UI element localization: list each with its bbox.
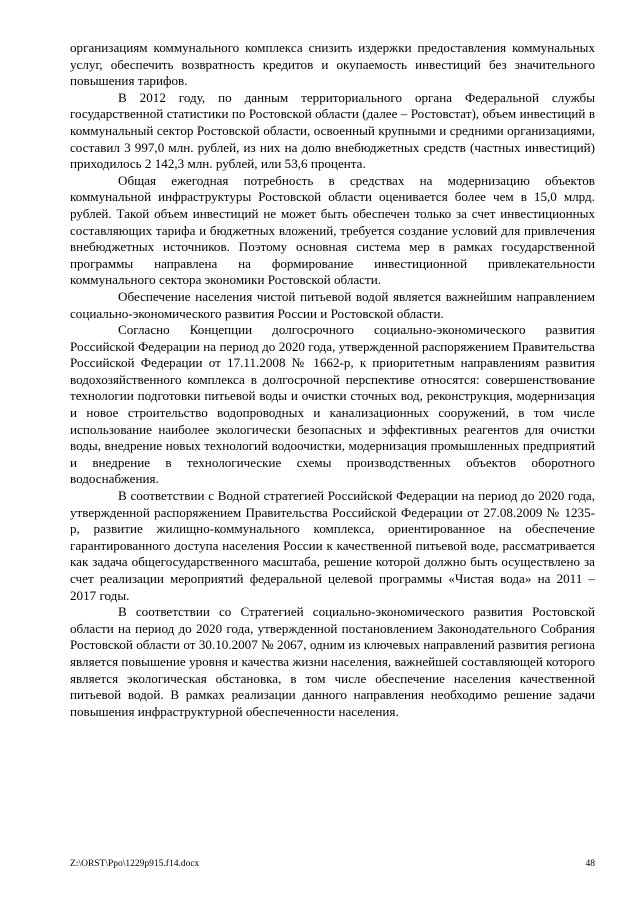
paragraph: Согласно Концепции долгосрочного социально-экономического развития Российской Федерации на период до 2020 года, утвержденной распоряжением Правительства Российской Федерации от 17.11.2008 № 1662-р, к приоритетным направлениям развития водохозяйственного комплекса в долгосрочной перспективе относятся: совершенствование технологии подготовки питьевой воды и очистки сточных вод, реконструкция, модернизация и новое строительство водопроводных и канализационных сооружений, в том числе использование наиболее экологически безопасных и эффективных реагентов для очистки воды, внедрение новых технологий водоочистки, модернизация промышленных предприятий и внедрение в технологические схемы производственных объектов оборотного водоснабжения. — [70, 322, 595, 487]
file-path: Z:\ORST\Ppo\1229p915.f14.docx — [70, 859, 200, 869]
paragraph: организациям коммунального комплекса снизить издержки предоставления коммунальных услуг, обеспечить возвратность кредитов и окупаемость инвестиций без значительного повышения тарифов. — [70, 40, 595, 89]
body-text — [70, 40, 595, 720]
page-number: 48 — [585, 859, 595, 869]
paragraph: В 2012 году, по данным территориального органа Федеральной службы государственной статистики по Ростовской области (далее – Ростовстат), объем инвестиций в коммунальный сектор Ростовской области, освоенный крупными и средними организациями, составил 3 997,0 млн. рублей, из них на долю внебюджетных средств (частных инвестиций) приходилось 2 142,3 млн. рублей, или 53,6 процента. — [70, 89, 595, 172]
paragraph: В соответствии со Стратегией социально-экономического развития Ростовской области на период до 2020 года, утвержденной постановлением Законодательного Собрания Ростовской области от 30.10.2007 № 2067, одним из ключевых направлений развития региона является повышение уровня и качества жизни населения, важнейшей составляющей которого является экологическая обстановка, в том числе обеспечение населения качественной питьевой водой. В рамках реализации данного направления необходимо решение задачи повышения инфраструктурной обеспеченности населения. — [70, 604, 595, 719]
paragraph: В соответствии с Водной стратегией Российской Федерации на период до 2020 года, утвержденной распоряжением Правительства Российской Федерации от 27.08.2009 № 1235-р, развитие жилищно-коммунального комплекса, ориентированное на обеспечение гарантированного доступа населения России к качественной питьевой воде, рассматривается как задача общегосударственного масштаба, решение которой должно быть осуществлено за счет реализации мероприятий федеральной целевой программы «Чистая вода» на 2011 – 2017 годы. — [70, 488, 595, 603]
paragraph: Общая ежегодная потребность в средствах на модернизацию объектов коммунальной инфраструктуры Ростовской области оценивается более чем в 15,0 млрд. рублей. Такой объем инвестиций не может быть обеспечен только за счет инвестиционных составляющих тарифа и бюджетных вложений, требуется создание условий для привлечения внебюджетных источников. Поэтому основная система мер в рамках государственной программы направлена на формирование инвестиционной привлекательности коммунального сектора экономики Ростовской области. — [70, 172, 595, 288]
paragraph: Обеспечение населения чистой питьевой водой является важнейшим направлением социально-экономического развития России и Ростовской области. — [70, 288, 595, 321]
